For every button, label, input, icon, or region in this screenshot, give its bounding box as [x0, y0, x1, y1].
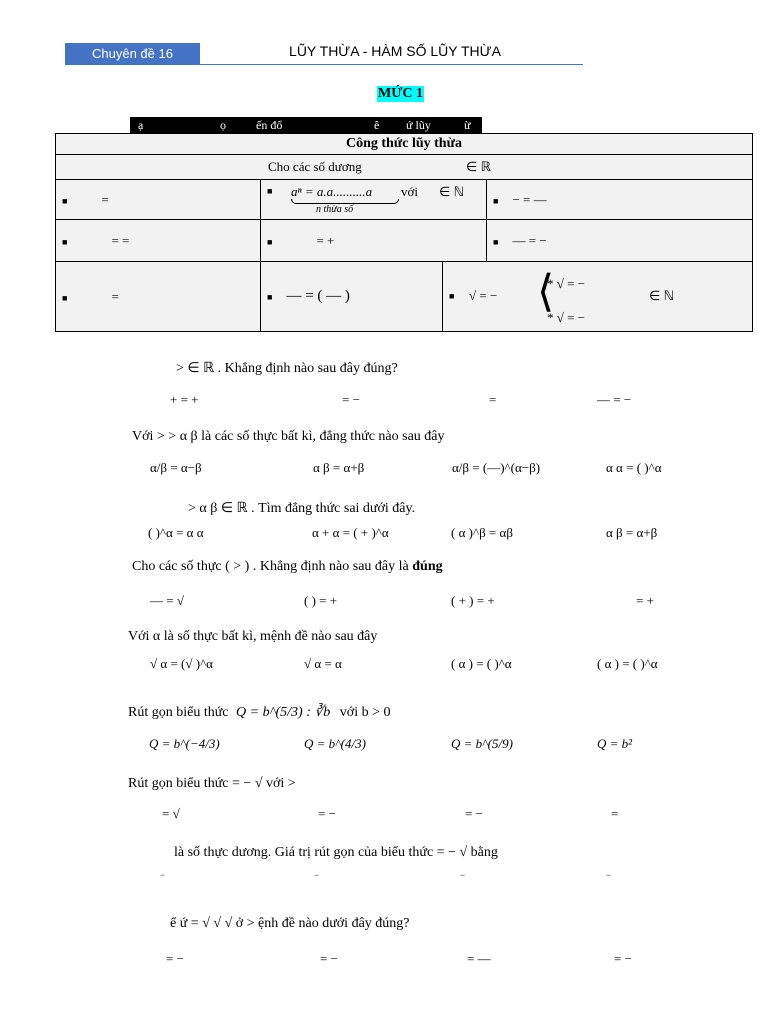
answer-option[interactable]: + = + [170, 392, 199, 407]
condition: với b > 0 [339, 705, 391, 720]
question-stem: Với α là số thực bất kì, mệnh đề nào sau đây [128, 629, 378, 644]
case-brace: ⟨ [537, 267, 555, 316]
banner-fragment: ứ lũy [406, 118, 431, 132]
answer-option[interactable]: √ α = (√ )^α [150, 656, 213, 671]
formula-cell: ■ = = [56, 220, 261, 262]
power-definition-cell: ■ aⁿ = a.a..........a n thừa số với ∈ ℕ [261, 180, 487, 220]
table-subtitle-row [56, 155, 753, 180]
answer-option[interactable]: Q = b^(5/9) [451, 736, 513, 751]
answer-option[interactable]: — = √ [150, 593, 184, 608]
with-label: với [401, 184, 418, 199]
table-subtitle: Cho các số dương [268, 159, 362, 174]
answer-option[interactable]: α + α = ( + )^α [312, 525, 389, 540]
answer-option[interactable]: = — [467, 951, 491, 966]
answer-option[interactable]: ( α ) = ( )^α [451, 656, 512, 671]
section-banner [130, 117, 482, 133]
factor-count: n thừa số [316, 204, 354, 215]
answer-option[interactable]: − [606, 870, 612, 880]
answer-option[interactable]: α β = α+β [606, 525, 658, 540]
question-stem: Với > > α β là các số thực bất kì, đẳng thức nào sau đây [132, 429, 445, 444]
natural-set-symbol: ∈ ℕ [649, 288, 674, 303]
answer-option[interactable]: = − [320, 951, 338, 966]
formula-table [55, 133, 753, 332]
answer-option[interactable]: = + [636, 593, 654, 608]
answer-option[interactable]: α/β = α−β [150, 460, 202, 475]
question-stem: > α β ∈ ℝ . Tìm đẳng thức sai dưới đây. [188, 501, 416, 516]
answer-option[interactable]: = [489, 392, 497, 407]
case-even: * √ = − [547, 276, 586, 291]
formula-cell: ■ — = ( — ) [261, 262, 443, 332]
question-stem: Rút gọn biểu thức = − √ với > [128, 776, 296, 791]
formula-cell: ■ = [56, 262, 261, 332]
question-stem: Rút gọn biểu thức Q = b^(5/3) : ∛b với b > 0 [128, 705, 391, 720]
formula-cell: ■ − = — [487, 180, 753, 220]
answer-option[interactable]: √ α = α [304, 656, 342, 671]
answer-option[interactable]: α β = α+β [313, 460, 365, 475]
answer-option[interactable]: Q = b^(−4/3) [149, 736, 220, 751]
power-definition: aⁿ = a.a..........a [291, 184, 373, 199]
root-formula: √ = − [469, 288, 498, 303]
answer-option[interactable]: = − [614, 951, 632, 966]
answer-option[interactable]: ( ) = + [304, 593, 338, 608]
answer-option[interactable]: − [160, 870, 166, 880]
banner-fragment: ê [374, 118, 380, 132]
answer-option[interactable]: α/β = (—)^(α−β) [452, 460, 541, 475]
real-set-symbol: ∈ ℝ [466, 159, 491, 174]
level-heading: MỨC 1 [378, 86, 423, 101]
root-formula-cell: ■ √ = − ⟨ * √ = − * √ = − ∈ ℕ [443, 262, 753, 332]
answer-option[interactable]: = − [465, 806, 483, 821]
answer-option[interactable]: = − [318, 806, 336, 821]
expression: Q = b^(5/3) : ∛b [236, 705, 331, 720]
answer-option[interactable]: Q = b² [597, 736, 633, 751]
answer-option[interactable]: α α = ( )^α [606, 460, 662, 475]
formula-cell: ■ = [56, 180, 261, 220]
answer-option[interactable]: ( + ) = + [451, 593, 495, 608]
question-stem: là số thực dương. Giá trị rút gọn của biểu thức = − √ bằng [174, 845, 498, 860]
answer-option[interactable]: ( α )^β = αβ [451, 525, 513, 540]
topic-badge: Chuyên đề 16 [65, 43, 200, 64]
answer-option[interactable]: = [611, 806, 619, 821]
banner-fragment: ọ [220, 118, 226, 132]
banner-fragment: ừ [464, 118, 471, 132]
formula-cell: ■ = + [261, 220, 487, 262]
answer-option[interactable]: = − [342, 392, 360, 407]
case-odd: * √ = − [547, 310, 586, 325]
formula-cell: ■ — = − [487, 220, 753, 262]
answer-option[interactable]: − [314, 870, 320, 880]
answer-option[interactable]: ( )^α = α α [148, 525, 204, 540]
question-stem: Cho các số thực ( > ) . Khẳng định nào sau đây là đúng [132, 559, 443, 574]
answer-option[interactable]: − [460, 870, 466, 880]
table-title: Công thức lũy thừa [56, 134, 753, 155]
answer-option[interactable]: — = − [597, 392, 632, 407]
question-stem: ể ứ = √ √ √ ở > ệnh đề nào dưới đây đúng? [170, 916, 410, 931]
answer-option[interactable]: Q = b^(4/3) [304, 736, 366, 751]
emphasis-correct: đúng [412, 559, 443, 574]
question-stem: > ∈ ℝ . Khẳng định nào sau đây đúng? [176, 361, 398, 376]
banner-fragment: ạ [138, 118, 144, 132]
answer-option[interactable]: = √ [162, 806, 180, 821]
banner-fragment: ến đổ [256, 118, 283, 132]
natural-set-symbol: ∈ ℕ [439, 184, 464, 199]
document-title: LŨY THỪA - HÀM SỐ LŨY THỪA [289, 43, 501, 59]
answer-option[interactable]: ( α ) = ( )^α [597, 656, 658, 671]
header-rule [65, 64, 583, 65]
answer-option[interactable]: = − [166, 951, 184, 966]
